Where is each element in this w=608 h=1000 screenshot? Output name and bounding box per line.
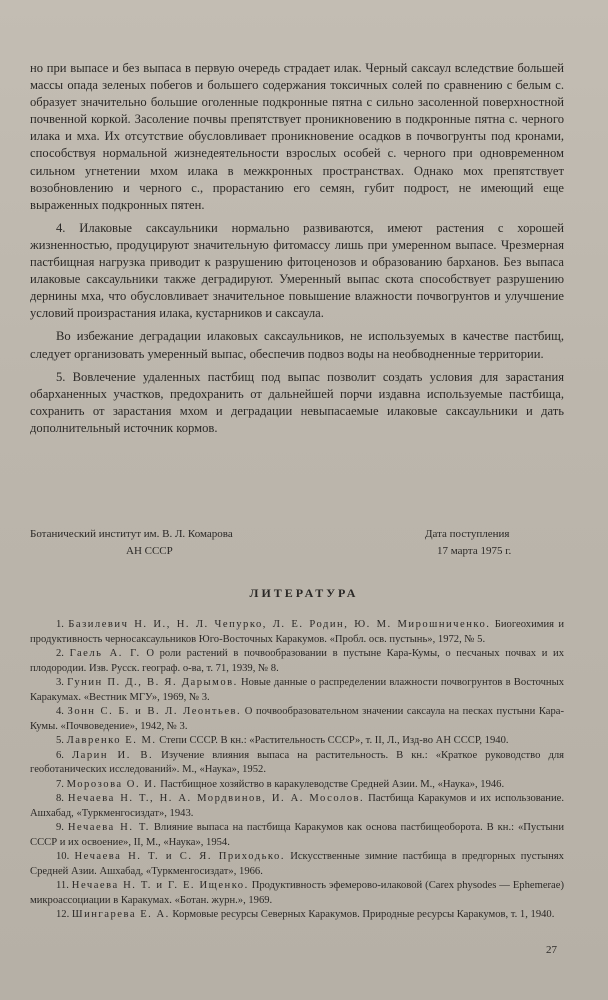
reference-item: 7. Морозова О. И. Пастбищное хозяйство в каракулеводстве Средней Азии. М., «Наука», 1946. — [56, 778, 505, 790]
institute-name: Ботанический институт им. В. Л. Комарова — [30, 528, 233, 540]
paragraph-recommendation: Во избежание деградации илаковых саксаульников, не используемых в качестве пастбищ, следует организовать умеренный выпас, обеспечив подвоз воды на необводненные территории. — [30, 329, 564, 361]
paragraph-conclusion-5: 5. Вовлечение удаленных пастбищ под выпас позволит создать условия для зарастания обарханенных участков, предохранить от дальнейшей порчи издавна используемые пастбища, сохранить от зарастания мхом и деградации невыпасаемые илаковые саксаульники и дать дополнительный источник кормов. — [30, 369, 564, 435]
received-date-label: Дата поступления — [425, 528, 510, 540]
reference-item: 5. Лавренко Е. М. Степи СССР. В кн.: «Растительность СССР», т. II, Л., Изд-во АН СССР, 1940. — [56, 735, 509, 746]
reference-item: 8. Нечаева Н. Т., Н. А. Мордвинов, И. А. Мосолов. Пастбища Каракумов и их использование. Ашхабад, «Туркменгосиздат», 1943. — [30, 793, 564, 819]
reference-item: 3. Гунин П. Д., В. Я. Дарымов. Новые данные о распределении влажности почвогрунтов в Восточных Каракумах. «Вестник МГУ», 1969, № 3. — [30, 677, 565, 703]
page-number: 27 — [546, 944, 557, 956]
reference-item: 1. Базилевич Н. И., Н. Л. Чепурко, Л. Е. Родин, Ю. М. Мирошниченко. Биогеохимия и продуктивность черносаксаульников Юго-Восточных Каракумов. «Пробл. осв. пустынь», 1972, № 5. — [30, 619, 564, 645]
paragraph-continuation: но при выпасе и без выпаса в первую очередь страдает илак. Черный саксаул вследствие большей массы опада зеленых побегов и большего содержания токсичных солей по сравнению с белым с. образует значительно большие оголенные подкронные пятна с сильно засоленной поверхностной почвенной коркой. Засоление почвы препятствует проникновению в подкронные пятна с. черного илака и мха. Их отсутствие обусловливает проникновение осадков в почвогрунты под кронами, способствуя нормальной жизнедеятельности взрослых особей с. черного при одновременном сильном угнетении мхом илака в межкронных пространствах. Однако мох препятствует возобновлению и черного с., прорастанию его семян, губит подрост, не имеющий еще выраженных подкронных пятен. — [30, 61, 564, 212]
institute-academy: АН СССР — [126, 545, 173, 557]
reference-item: 10. Нечаева Н. Т. и С. Я. Приходько. Искусственные зимние пастбища в предгорных пустынях Средней Азии. Ашхабад, «Туркменгосиздат», 1966. — [30, 851, 564, 877]
body-text — [30, 60, 564, 443]
reference-item: 6. Ларин И. В. Изучение влияния выпаса на растительность. В кн.: «Краткое руководство для геоботанических исследований». М., «Наука», 1952. — [30, 749, 564, 775]
reference-item: 2. Гаель А. Г. О роли растений в почвообразовании в пустыне Кара-Кумы, о песчаных почвах и их плодородии. Изв. Русск. географ. о-ва, т. 71, 1939, № 8. — [30, 648, 565, 674]
reference-item: 9. Нечаева Н. Т. Влияние выпаса на пастбища Каракумов как основа пастбищеоборота. В кн.: «Пустыни СССР и их освоение», II, М., «Наука», 1954. — [30, 822, 564, 848]
reference-list — [30, 618, 564, 923]
reference-item: 4. Зонн С. Б. и В. Л. Леонтьев. О почвообразовательном значении саксаула на песках пустыни Кара-Кумы. «Почвоведение», 1942, № 3. — [30, 706, 564, 732]
received-date-value: 17 марта 1975 г. — [437, 545, 512, 557]
reference-item: 12. Шингарева Е. А. Кормовые ресурсы Северных Каракумов. Природные ресурсы Каракумов, т. 1, 1940. — [56, 909, 555, 920]
paragraph-conclusion-4: 4. Илаковые саксаульники нормально развиваются, имеют растения с хорошей жизненностью, продуцируют значительную фитомассу лишь при умеренном выпасе. Чрезмерная пастбищная нагрузка приводит к разрушению фитоценозов и образованию барханов. Без выпаса илаковые саксаульники также деградируют. Умеренный выпас скота способствует разрушению дернины мха, что обусловливает значительное повышение влажности почвогрунтов и улучшение условий произрастания илака, кустарников и саксаула. — [30, 220, 564, 321]
literature-heading: ЛИТЕРАТУРА — [249, 586, 359, 600]
reference-item: 11. Нечаева Н. Т. и Г. Е. Ищенко. Продуктивность эфемерово-илаковой (Carex physodes — Ephemerae) микроассоциации в Каракумах. «Ботан. журн.», 1969. — [30, 880, 564, 906]
institute-signature — [30, 526, 330, 560]
received-date — [425, 526, 565, 560]
